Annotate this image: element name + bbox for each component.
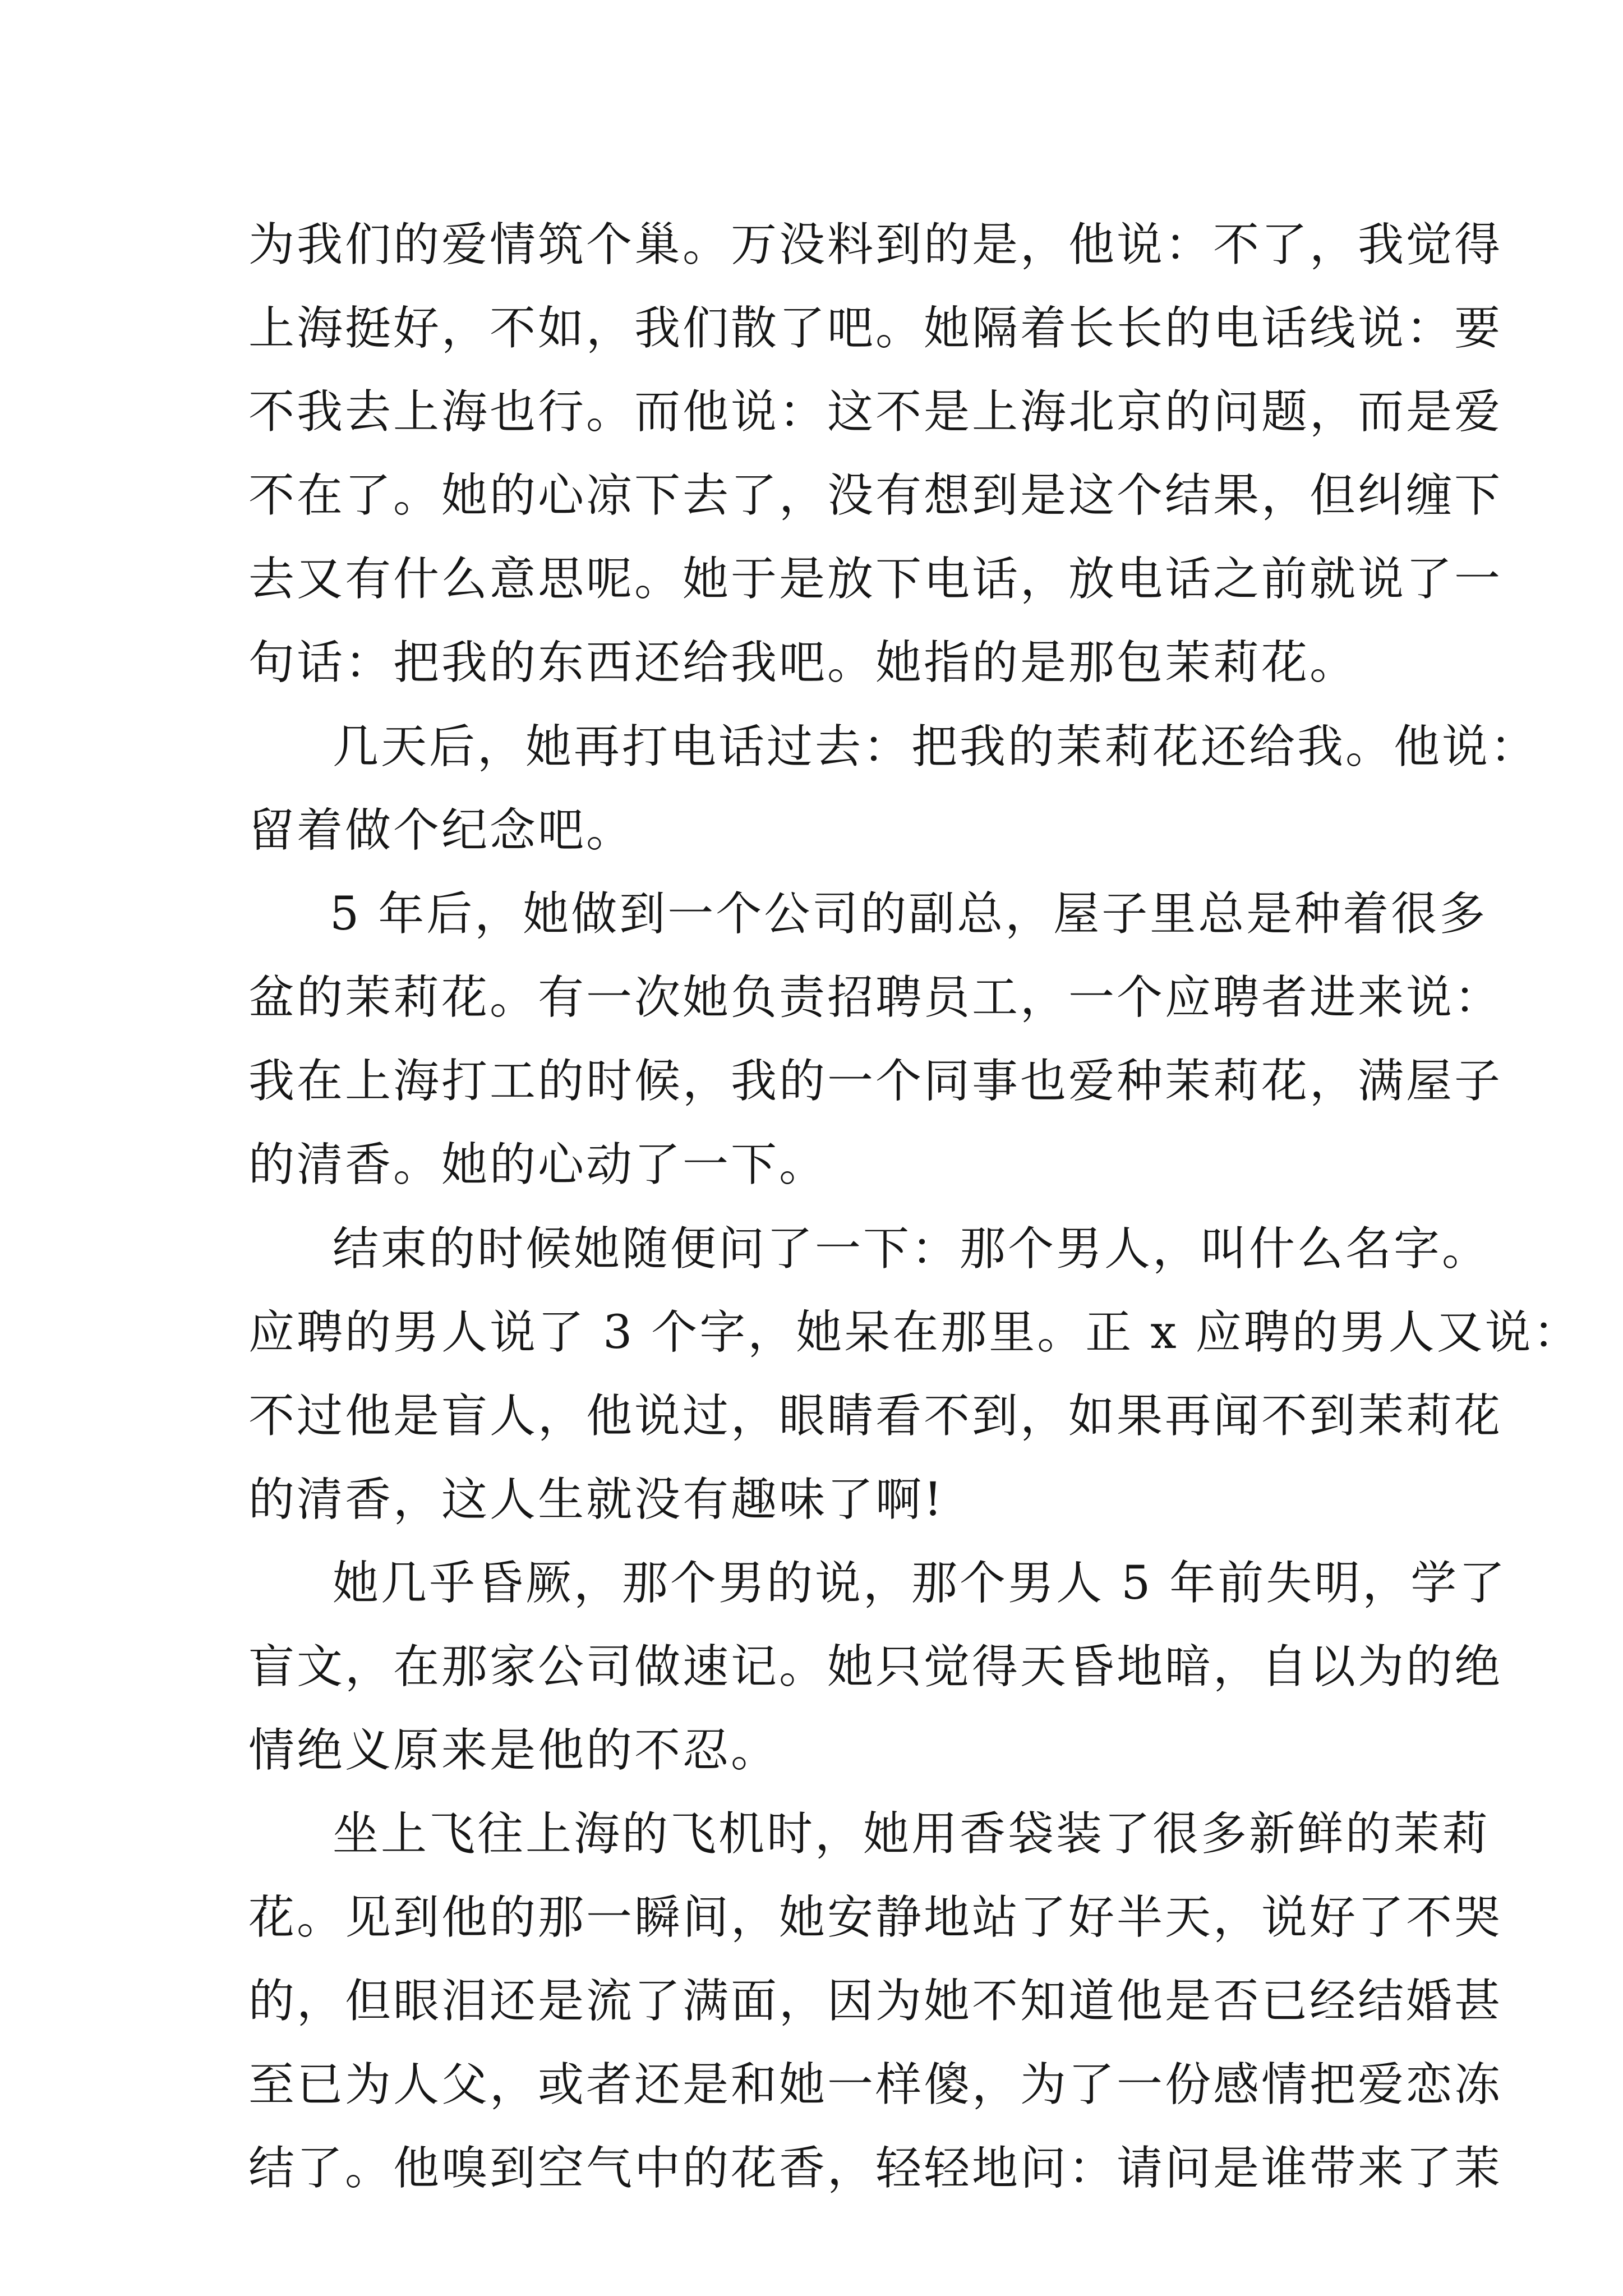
text-line: 去又有什么意思呢。她于是放下电话，放电话之前就说了一 (248, 553, 1503, 606)
text-line: 我在上海打工的时候，我的一个同事也爱种茉莉花，满屋子 (248, 1055, 1503, 1108)
text-line: 结了。他嗅到空气中的花香，轻轻地问：请问是谁带来了茉 (248, 2142, 1503, 2195)
text-line: 上海挺好，不如，我们散了吧。她隔着长长的电话线说：要 (248, 302, 1503, 355)
text-line: 的清香，这人生就没有趣味了啊! (248, 1473, 944, 1526)
text-line: 句话：把我的东西还给我吧。她指的是那包茉莉花。 (248, 636, 1358, 689)
text-line: 为我们的爱情筑个巢。万没料到的是，他说：不了，我觉得 (248, 218, 1503, 272)
text-line: 不我去上海也行。而他说：这不是上海北京的问题，而是爱 (248, 385, 1503, 439)
text-line: 不在了。她的心凉下去了，没有想到是这个结果，但纠缠下 (248, 469, 1503, 522)
paragraph-first-line: 坐上飞往上海的飞机时，她用香袋装了很多新鲜的茉莉 (333, 1807, 1491, 1861)
text-line: 的清香。她的心动了一下。 (248, 1138, 828, 1191)
paragraph-first-line: 5 年后，她做到一个公司的副总，屋子里总是种着很多 (330, 887, 1488, 941)
text-line: 留着做个纪念吧。 (248, 804, 635, 857)
text-line: 至已为人父，或者还是和她一样傻，为了一份感情把爱恋冻 (248, 2058, 1503, 2111)
paragraph-first-line: 她几乎昏厥，那个男的说，那个男人 5 年前失明，学了 (333, 1557, 1507, 1610)
paragraph-first-line: 几天后，她再打电话过去：把我的茉莉花还给我。他说： (333, 720, 1539, 774)
text-line: 情绝义原来是他的不忍。 (248, 1724, 780, 1777)
text-line: 应聘的男人说了 3 个字，她呆在那里。正 x 应聘的男人又说： (248, 1306, 1581, 1359)
text-line: 的，但眼泪还是流了满面，因为她不知道他是否已经结婚甚 (248, 1975, 1503, 2028)
text-line: 盆的茉莉花。有一次她负责招聘员工，一个应聘者进来说： (248, 971, 1503, 1024)
text-line: 盲文，在那家公司做速记。她只觉得天昏地暗，自以为的绝 (248, 1640, 1503, 1694)
text-line: 花。见到他的那一瞬间，她安静地站了好半天，说好了不哭 (248, 1891, 1503, 1944)
text-line: 不过他是盲人，他说过，眼睛看不到，如果再闻不到茉莉花 (248, 1389, 1503, 1443)
paragraph-first-line: 结束的时候她随便问了一下：那个男人，叫什么名字。 (333, 1222, 1491, 1276)
